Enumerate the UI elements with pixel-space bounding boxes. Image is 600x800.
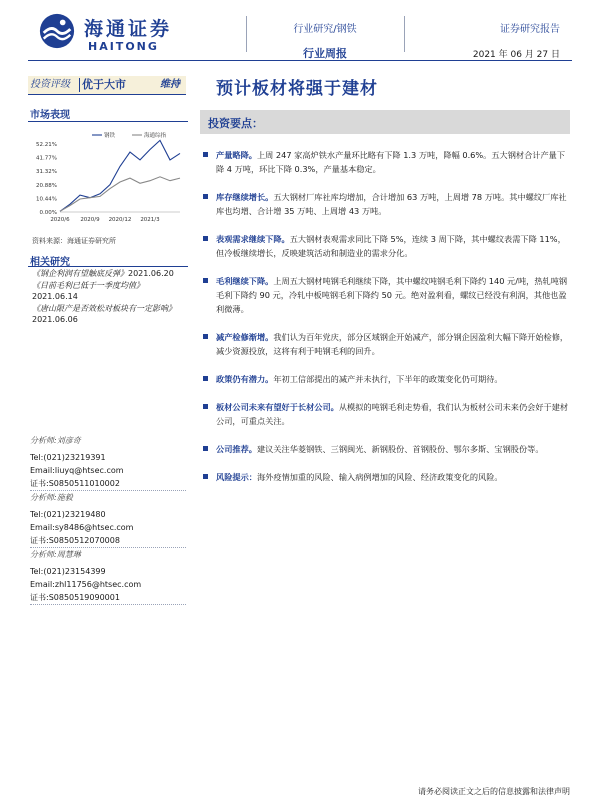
- header-center: [250, 20, 400, 61]
- point-body: 五大钢材表观需求同比下降 5%，连续 3 周下降，其中螺纹表需下降 11%，但冷板继续增长，反映建筑活动和制造业的需求分化。: [216, 234, 566, 258]
- y-tick-label: 20.88%: [36, 182, 57, 189]
- key-point: [200, 442, 572, 456]
- analyst-cert: 证书:S0850519090001: [30, 593, 120, 602]
- bullet-square-icon: [203, 278, 208, 283]
- bullet-square-icon: [203, 376, 208, 381]
- report-title: 预计板材将强于建材: [216, 79, 378, 99]
- bullet-square-icon: [203, 152, 208, 157]
- point-head: 毛利继续下降。: [216, 276, 274, 286]
- y-tick-label: 41.77%: [36, 155, 57, 162]
- analyst-email[interactable]: Email:liuyq@htsec.com: [30, 466, 124, 475]
- analyst-list: [30, 434, 186, 605]
- analyst-card: [30, 548, 186, 605]
- point-head: 板材公司未来有望好于长材公司。: [216, 402, 339, 412]
- investment-rating: [28, 76, 186, 95]
- related-title: 《钢企利润有望触底反弹》: [32, 269, 128, 278]
- key-point: [200, 190, 572, 218]
- analyst-tel: Tel:(021)23219391: [30, 453, 106, 462]
- rating-action: 维持: [160, 79, 180, 90]
- analyst-card: [30, 434, 186, 491]
- key-point: [200, 400, 572, 428]
- y-tick-label: 10.44%: [36, 196, 57, 203]
- header-rule: [28, 60, 572, 61]
- analyst-name: 分析师:周慧琳: [30, 550, 81, 559]
- key-point: [200, 148, 572, 176]
- rating-value: 优于大市: [82, 78, 126, 91]
- related-list: [32, 268, 188, 326]
- header-right: [473, 20, 560, 60]
- point-body: 五大钢材厂库社库均增加，合计增加 63 万吨，上周增 78 万吨。其中螺纹厂库社库也均增、合计增 35 万吨、上周增 43 万吨。: [216, 192, 567, 216]
- point-body: 上周 247 家高炉铁水产量环比略有下降 1.3 万吨，降幅 0.6%。五大钢材合计产量下降 4 万吨，环比下降 0.3%，产量基本稳定。: [216, 150, 566, 174]
- x-tick-label: 2021/3: [140, 217, 160, 223]
- related-rule: [28, 266, 188, 267]
- bullet-square-icon: [203, 446, 208, 451]
- analyst-name: 分析师:施毅: [30, 493, 73, 502]
- points-heading: 投资要点：: [208, 117, 263, 130]
- point-body: 海外疫情加重的风险、输入病例增加的风险、经济政策变化的风险。: [256, 472, 503, 482]
- rating-separator: [79, 78, 80, 92]
- x-tick-label: 2020/9: [80, 217, 100, 223]
- x-tick-label: 2020/12: [108, 217, 132, 223]
- related-date: 2021.06.20: [128, 269, 174, 278]
- related-date: 2021.06.14: [32, 292, 78, 301]
- industry-label: 行业研究/钢铁: [293, 24, 357, 35]
- report-kind: 行业周报: [303, 47, 347, 60]
- analyst-tel: Tel:(021)23154399: [30, 567, 106, 576]
- related-item[interactable]: [32, 280, 188, 303]
- related-date: 2021.06.06: [32, 315, 78, 324]
- point-head: 产量略降。: [216, 150, 257, 160]
- logo-text-en: HAITONG: [88, 40, 159, 53]
- related-item[interactable]: [32, 303, 188, 326]
- market-rule: [28, 121, 188, 122]
- y-tick-label: 0.00%: [39, 210, 57, 216]
- point-head: 库存继续增长。: [216, 192, 274, 202]
- rating-label: 投资评级: [30, 79, 70, 90]
- analyst-tel: Tel:(021)23219480: [30, 510, 106, 519]
- analyst-email[interactable]: Email:sy8486@htsec.com: [30, 523, 134, 532]
- related-item[interactable]: [32, 268, 188, 280]
- point-body: 从模拟的吨钢毛利走势看，我们认为板材公司未来仍会好于建材公司，可重点关注。: [216, 402, 569, 426]
- key-point: [200, 470, 572, 484]
- company-logo: [38, 10, 198, 54]
- point-body: 上周五大钢材吨钢毛利继续下降，其中螺纹吨钢毛利下降约 140 元/吨，热轧吨钢毛利下降约 90 元，冷轧中板吨钢毛利下降约 50 元。绝对盈利看，螺纹已经没有利润，其他也盈利微薄。: [216, 276, 568, 314]
- key-point: [200, 274, 572, 316]
- y-tick-label: 31.32%: [36, 169, 57, 176]
- report-date: 2021 年 06 月 27 日: [472, 50, 560, 60]
- point-body: 年初工信部提出的减产并未执行，下半年的政策变化仍可期待。: [273, 374, 503, 384]
- analyst-cert: 证书:S0850512070008: [30, 536, 120, 545]
- chart-source: 资料来源：海通证券研究所: [32, 237, 116, 245]
- point-body: 建议关注华菱钢铁、三钢闽光、新钢股份、首钢股份、鄂尔多斯、宝钢股份等。: [256, 444, 544, 454]
- key-points: [200, 148, 572, 498]
- legend-label: 海通综指: [144, 133, 167, 139]
- x-tick-label: 2020/6: [50, 217, 70, 223]
- bullet-square-icon: [203, 194, 208, 199]
- point-head: 公司推荐。: [216, 444, 257, 454]
- y-tick-label: 52.21%: [36, 142, 57, 148]
- bullet-square-icon: [203, 474, 208, 479]
- header-divider-right: [404, 16, 405, 52]
- bullet-square-icon: [203, 404, 208, 409]
- related-title: 《目前毛利已低于一季度均值》: [32, 280, 144, 290]
- key-point: [200, 232, 572, 260]
- key-point: [200, 372, 572, 386]
- market-performance-chart: [30, 128, 186, 228]
- bullet-square-icon: [203, 334, 208, 339]
- legend-label: 钢铁: [104, 133, 116, 139]
- point-head: 减产检修渐增。: [216, 332, 274, 342]
- analyst-name: 分析师:刘彦奇: [30, 436, 81, 445]
- market-heading: 市场表现: [30, 110, 70, 121]
- logo-text-cn: 海通证券: [84, 18, 173, 40]
- bullet-square-icon: [203, 236, 208, 241]
- point-head: 风险提示：: [216, 472, 257, 482]
- point-head: 政策仍有潜力。: [216, 374, 274, 384]
- report-type: 证券研究报告: [500, 24, 560, 35]
- analyst-card: [30, 491, 186, 548]
- header-divider-left: [246, 16, 247, 52]
- series-line-1: [60, 177, 180, 212]
- point-head: 表观需求继续下降。: [216, 234, 290, 244]
- points-heading-bar: [200, 110, 570, 134]
- analyst-cert: 证书:S0850511010002: [30, 479, 120, 488]
- analyst-email[interactable]: Email:zhl11756@htsec.com: [30, 580, 142, 589]
- related-heading: 相关研究: [30, 257, 70, 268]
- key-point: [200, 330, 572, 358]
- point-body: 我们认为百年党庆，部分区域钢企开始减产，部分钢企因盈利大幅下降开始检修，减少资源投放，这将有利于吨钢毛利的回升。: [216, 332, 569, 356]
- haitong-logo-icon: [38, 12, 76, 50]
- disclaimer-footer[interactable]: 请务必阅读正文之后的信息披露和法律声明: [418, 787, 570, 796]
- related-title: 《唐山限产是否效松对板块有一定影响》: [32, 303, 176, 313]
